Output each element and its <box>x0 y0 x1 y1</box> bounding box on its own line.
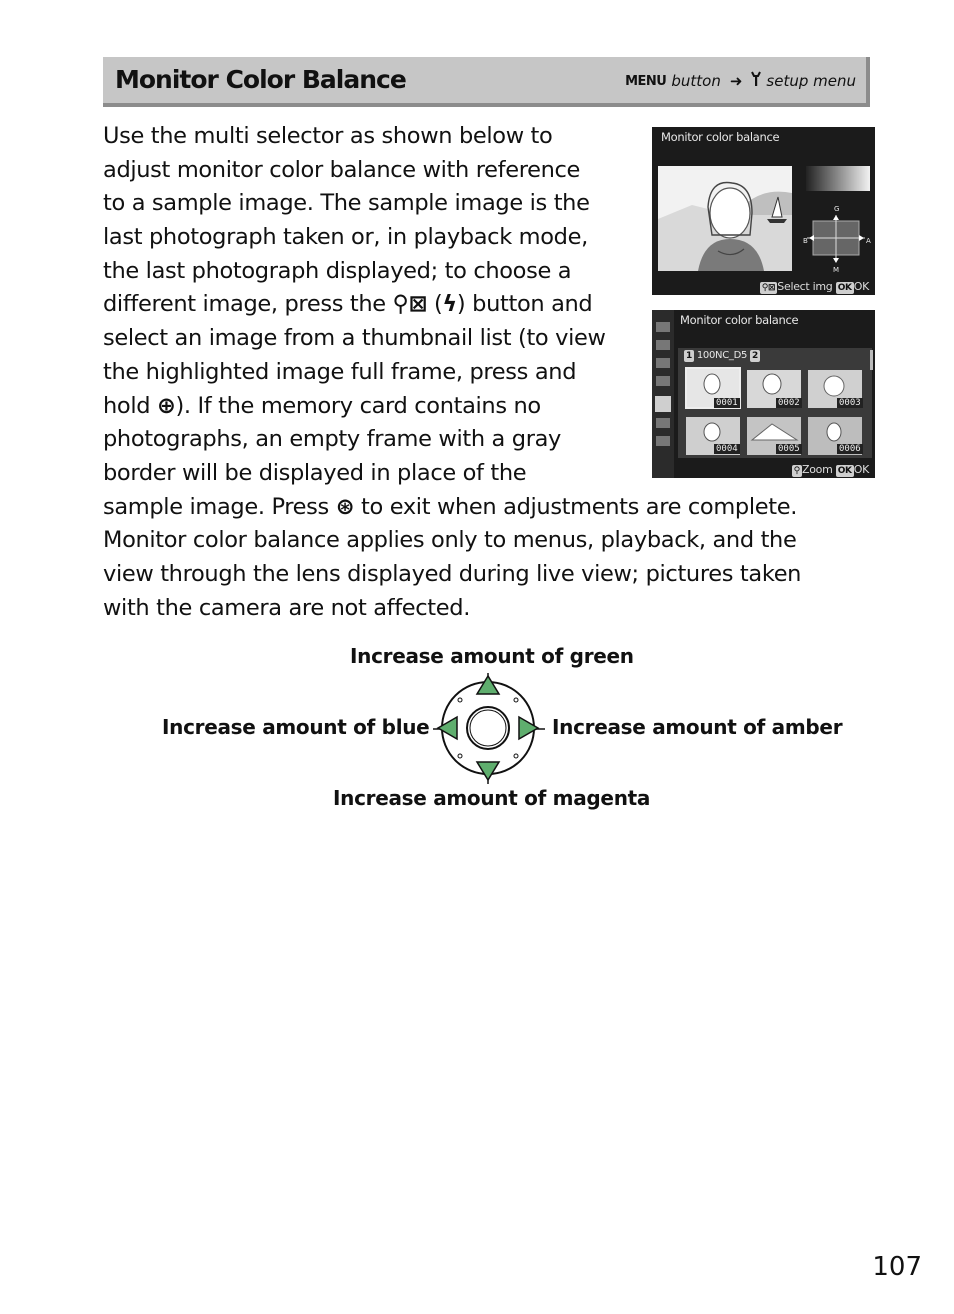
text-run: ). If the memory card contains no <box>175 392 541 419</box>
text-run: different image, press the <box>103 291 393 318</box>
body-line-10: photographs, an empty frame with a gray <box>103 426 562 453</box>
body-line-11: border will be displayed in place of the <box>103 459 527 486</box>
body-line-14: view through the lens displayed during live view; pictures taken <box>103 560 802 587</box>
axis-g-label: G <box>834 205 840 213</box>
camera-screen-color-balance <box>652 127 875 295</box>
text-run: ) button and <box>456 291 593 318</box>
label-increase-green: Increase amount of green <box>350 644 634 668</box>
footer-text: Zoom <box>801 463 833 476</box>
body-line-12 <box>103 491 801 525</box>
zoom-in-icon: ⊕ <box>156 392 176 419</box>
thumb-label: 0003 <box>839 398 861 408</box>
body-line-13: Monitor color balance applies only to menus, playback, and the <box>103 527 797 554</box>
page-number: 107 <box>872 1252 922 1282</box>
screen-footer <box>792 463 869 477</box>
footer-text: OK <box>853 280 869 293</box>
thumbnail-zoom-out-icon: ⚲⊠ <box>392 291 428 318</box>
screen-title: Monitor color balance <box>661 130 780 144</box>
slot-1-icon: 1 <box>686 351 692 361</box>
folder-name: 100NC_D5 <box>696 350 748 361</box>
thumb-label: 0005 <box>778 444 800 454</box>
body-line-15: with the camera are not affected. <box>103 594 471 621</box>
axis-m-label: M <box>833 266 839 274</box>
ok-key-icon: OK <box>837 466 852 476</box>
thumb-label: 0001 <box>716 398 738 408</box>
arrow-icon: ➜ <box>729 72 743 90</box>
text-run: sample image. Press <box>103 493 336 520</box>
body-line-2: adjust monitor color balance with reference <box>103 156 581 183</box>
screen-footer <box>760 280 869 294</box>
menu-path <box>625 71 856 91</box>
body-line-8: the highlighted image full frame, press and <box>103 358 577 385</box>
body-line-4: last photograph taken or, in playback mode, <box>103 224 588 251</box>
label-increase-blue: Increase amount of blue <box>162 715 430 739</box>
camera-screen-thumbnail-list <box>652 310 875 478</box>
text-run: ( <box>427 291 443 318</box>
setup-menu-word: setup menu <box>766 72 856 90</box>
button-word: button <box>671 72 721 90</box>
axis-a-label: A <box>866 237 871 245</box>
body-line-1: Use the multi selector as shown below to <box>103 123 553 149</box>
text-run: to exit when adjustments are complete. <box>354 493 798 520</box>
body-line-3: to a sample image. The sample image is the <box>103 190 590 217</box>
thumbnail-key-icon: ⚲⊠ <box>761 283 776 293</box>
multi-selector-icon <box>430 670 548 788</box>
ok-button-icon: ⊛ <box>335 493 355 520</box>
thumb-label: 0006 <box>839 444 861 454</box>
thumb-label: 0002 <box>778 398 800 408</box>
label-increase-magenta: Increase amount of magenta <box>333 786 651 810</box>
section-header <box>103 57 870 107</box>
footer-text: OK <box>853 463 869 476</box>
folder-label <box>684 350 760 362</box>
axis-b-label: B <box>803 237 808 245</box>
sample-image-illustration <box>652 127 875 295</box>
zoom-key-icon: ⚲ <box>793 466 800 476</box>
screen-title: Monitor color balance <box>680 313 799 327</box>
footer-text: Select img <box>777 280 833 293</box>
thumb-label: 0004 <box>716 444 738 454</box>
menu-button-word: MENU <box>625 73 667 89</box>
wrench-icon <box>751 71 761 91</box>
text-run: hold <box>103 392 157 419</box>
label-increase-amber: Increase amount of amber <box>552 715 843 739</box>
section-title: Monitor Color Balance <box>115 65 406 94</box>
ok-key-icon: OK <box>837 283 852 293</box>
body-line-5: the last photograph displayed; to choose a <box>103 257 572 284</box>
slot-2-icon: 2 <box>751 351 758 361</box>
body-line-7: select an image from a thumbnail list (to view <box>103 325 606 352</box>
flash-icon: ϟ <box>442 291 457 318</box>
